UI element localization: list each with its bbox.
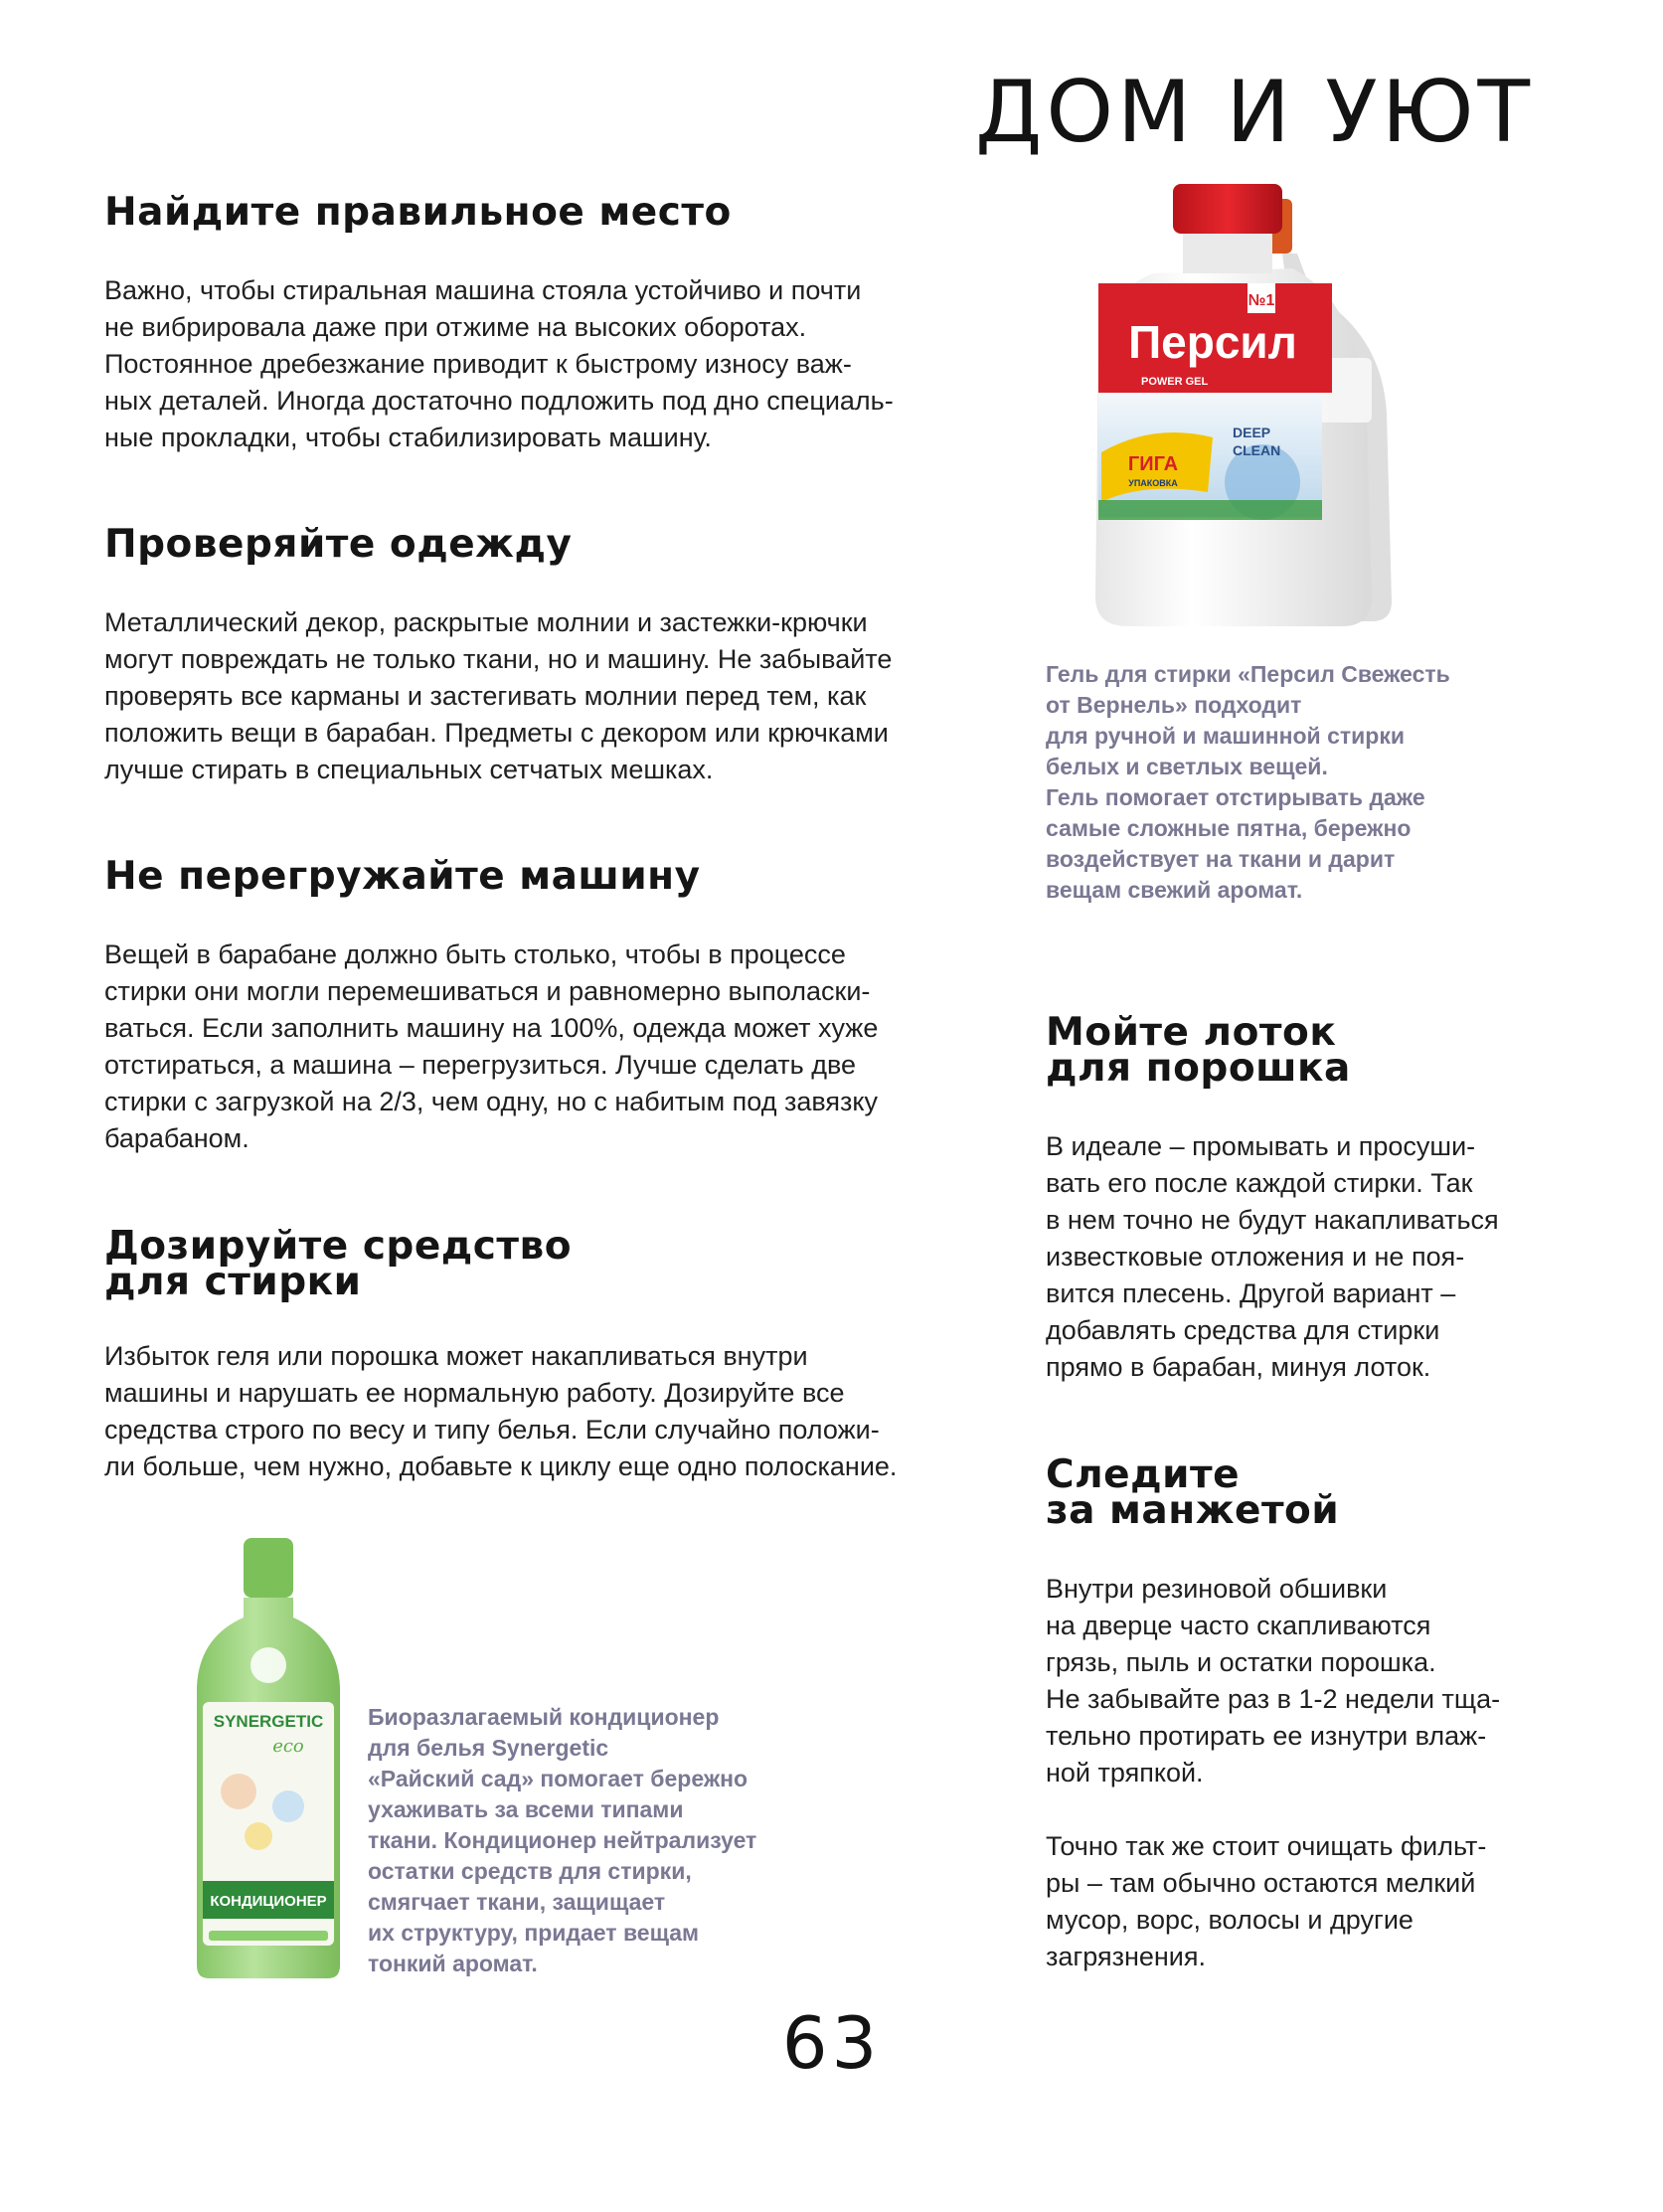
section-dont-overload — [104, 854, 979, 1157]
persil-promo-text: ГИГА — [1127, 453, 1179, 475]
synergetic-type-text: КОНДИЦИОНЕР — [210, 1893, 327, 1910]
persil-promo-sub-text: УПАКОВКА — [1128, 478, 1178, 488]
persil-cap — [1173, 184, 1282, 234]
section-cuff — [1046, 1452, 1602, 1975]
section-wash-tray — [1046, 1010, 1602, 1386]
section-title: Не перегружайте машину — [104, 854, 701, 899]
section-body: Вещей в барабане должно быть столько, чтобы в процессе стирки они могли перемешиваться и равномерно выполаски- ваться. Если заполнить машину на 100%, одежда может хуже отстираться, а машина – перегрузиться. Лучше сделать две стирки с загрузкой на 2/3, чем одну, но с набитым под завязку барабаном. — [104, 939, 879, 1153]
section-title: Проверяйте одежду — [104, 522, 573, 567]
synergetic-cap — [244, 1538, 293, 1598]
section-title: Следите за манжетой — [1046, 1452, 1340, 1533]
synergetic-brand-text: SYNERGETIC — [213, 1712, 324, 1731]
persil-label-line-2: CLEAN — [1233, 442, 1281, 458]
synergetic-product-image — [189, 1538, 348, 1980]
persil-brand-text: Персил — [1128, 316, 1297, 368]
page-number: 63 — [781, 2001, 882, 2085]
section-body: В идеале – промывать и просуши- вать его после каждой стирки. Так в нем точно не будут накапливаться известковые отложения и не поя- вится плесень. Другой вариант – добавлять средства для стирки прямо в барабан, минуя лоток. — [1046, 1131, 1499, 1382]
section-check-clothes — [104, 522, 979, 788]
persil-product-image — [1083, 184, 1402, 641]
section-dosage — [104, 1224, 979, 1485]
synergetic-bottle-illustration — [189, 1538, 348, 1980]
persil-caption: Гель для стирки «Персил Свежесть от Вернель» подходит для ручной и машинной стирки белых и светлых вещей. Гель помогает отстирывать даже самые сложные пятна, бережно воздействует на ткани и дарит вещам свежий аромат. — [1046, 661, 1450, 903]
persil-label-line-1: DEEP — [1233, 425, 1271, 440]
section-title: Мойте лоток для порошка — [1046, 1010, 1351, 1091]
page-header-title: ДОМ И УЮТ — [975, 63, 1534, 162]
section-body: Внутри резиновой обшивки на дверце часто скапливаются грязь, пыль и остатки порошка. Не забывайте раз в 1-2 недели тща- тельно протирать ее изнутри влаж- ной тряпкой. Точно так же стоит очищать фильт- ры – там обычно остаются мелкий мусор, ворс, волосы и другие загрязнения. — [1046, 1574, 1501, 1971]
persil-bottle-illustration — [1083, 184, 1402, 641]
section-body: Избыток геля или порошка может накапливаться внутри машины и нарушать ее нормальную работу. Дозируйте все средства строго по весу и типу белья. Если случайно положи- ли больше, чем нужно, добавьте к циклу еще одно полоскание. — [104, 1341, 898, 1481]
section-title: Дозируйте средство для стирки — [104, 1224, 572, 1304]
section-title: Найдите правильное место — [104, 190, 732, 235]
synergetic-eco-text: eco — [272, 1736, 304, 1757]
persil-sub-text: POWER GEL — [1141, 376, 1209, 388]
section-find-place — [104, 190, 979, 456]
synergetic-caption: Биоразлагаемый кондиционер для белья Synergetic «Райский сад» помогает бережно ухаживать за всеми типами ткани. Кондиционер нейтрализует остатки средств для стирки, смягчает ткани, защищает их структуру, придает вещам тонкий аромат. — [368, 1704, 757, 1976]
section-body: Важно, чтобы стиральная машина стояла устойчиво и почти не вибрировала даже при отжиме на высоких оборотах. Постоянное дребезжание приводит к быстрому износу важ- ных деталей. Иногда достаточно подложить под дно специаль- ные прокладки, чтобы стабилизировать машину. — [104, 275, 894, 452]
persil-badge-text: №1 — [1247, 292, 1275, 309]
section-body: Металлический декор, раскрытые молнии и застежки-крючки могут повреждать не только ткани, но и машину. Не забывайте проверять все карманы и застегивать молнии перед тем, как положить вещи в барабан. Предметы с декором или крючками лучше стирать в специальных сетчатых мешках. — [104, 607, 893, 784]
